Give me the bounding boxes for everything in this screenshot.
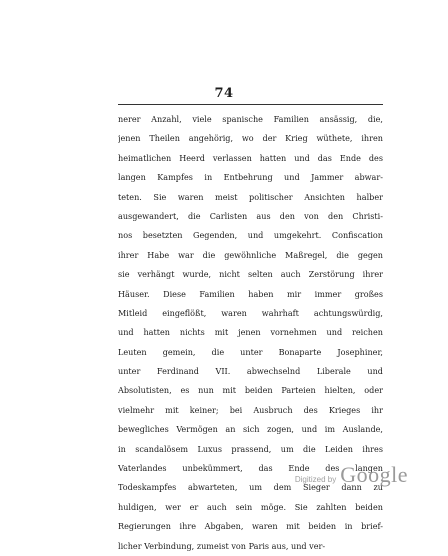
text-line: Leuten gemein, die unter Bonaparte Josephiner, (118, 346, 383, 357)
text-line: huldigen, wer er auch sein möge. Sie zahlten beiden (118, 501, 383, 512)
text-line: heimatlichen Heerd verlassen hatten und das Ende des (118, 152, 383, 163)
text-line: Todeskampfes abwarteten, um dem Sieger dann zu (118, 482, 383, 493)
text-line: nerer Anzahl, viele spanische Familien ansässig, die, (118, 114, 383, 124)
text-line: nos besetzten Gegenden, und umgekehrt. Confiscation (118, 230, 383, 241)
text-line: jenen Theilen angehörig, wo der Krieg wüthete, ihren (118, 133, 383, 144)
text-line: ihrer Habe war die gewöhnliche Maßregel, die gegen (118, 249, 383, 260)
text-line: teten. Sie waren meist politischer Ansichten halber (118, 191, 383, 202)
text-line: Vaterlandes unbekümmert, das Ende des langen (118, 463, 383, 474)
body-text (118, 110, 383, 556)
text-line: Absolutisten, es nun mit beiden Parteien hielten, oder (118, 385, 383, 396)
header-rule (118, 104, 383, 105)
digitized-watermark (295, 462, 408, 488)
text-line: und hatten nichts mit jenen vornehmen und reichen (118, 327, 383, 338)
text-line: unter Ferdinand VII. abwechselnd Liberale und (118, 366, 383, 377)
text-line: Häuser. Diese Familien haben mir immer großes (118, 288, 383, 299)
text-line: ausgewandert, die Carlisten aus den von den Christi- (118, 210, 383, 221)
text-line: licher Verbindung, zumeist von Paris aus, und ver- (118, 540, 326, 551)
text-line: Mitleid eingeflößt, waren wahrhaft achtungswürdig, (118, 307, 383, 318)
text-line: Regierungen ihre Abgaben, waren mit beiden in brief- (118, 521, 383, 532)
google-logo: Google (340, 462, 408, 487)
text-line: vielmehr mit keiner; bei Ausbruch des Krieges ihr (118, 404, 383, 415)
text-line: langen Kampfes in Entbehrung und Jammer abwar- (118, 172, 383, 183)
page-number: 74 (214, 86, 234, 101)
watermark-prefix: Digitized by (294, 475, 337, 484)
text-line: sie verhängt wurde, nicht selten auch Zerstörung ihrer (118, 269, 383, 280)
text-line: bewegliches Vermögen an sich zogen, und im Auslande, (118, 424, 383, 435)
text-line: in scandalösem Luxus prassend, um die Leiden ihres (118, 443, 383, 454)
